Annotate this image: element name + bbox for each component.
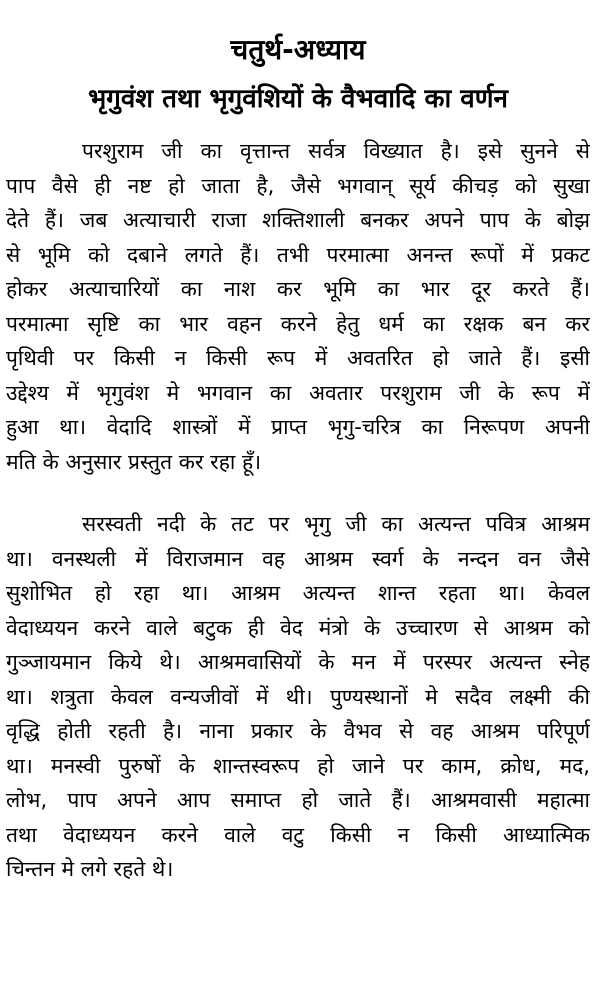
chapter-heading: चतुर्थ-अध्याय xyxy=(230,33,366,66)
text-line: चिन्तन मे लगे रहते थे। xyxy=(6,857,174,881)
text-line: लोभ, पाप अपने आप समाप्त हो जाते हैं। आश्रमवासी महात्मा xyxy=(6,788,590,812)
text-line: सुशोभित हो रहा था। आश्रम अत्यन्त शान्त रहता था। केवल xyxy=(6,581,590,605)
text-line: था। शत्रुता केवल वन्यजीवों में थी। पुण्यस्थानों मे सदैव लक्ष्मी की xyxy=(6,684,590,709)
text-line: था। मनस्वी पुरुषों के शान्तस्वरूप हो जाने पर काम, क्रोध, मद, xyxy=(6,753,590,778)
paragraph xyxy=(6,507,590,887)
text-line: वेदाध्ययन करने वाले बटुक ही वेद मंत्रो के उच्चारण से आश्रम को xyxy=(6,615,590,640)
text-line: मति के अनुसार प्रस्तुत कर रहा हूँ। xyxy=(6,449,262,474)
text-line: गुञ्जायमान किये थे। आश्रमवासियों के मन में परस्पर अत्यन्त स्नेह xyxy=(6,650,590,674)
text-line: हुआ था। वेदादि शास्त्रों में प्राप्त भृगु-चरित्र का निरूपण अपनी xyxy=(6,415,590,439)
text-line: होकर अत्याचारियों का नाश कर भूमि का भार दूर करते हैं। xyxy=(6,277,590,301)
text-line: तथा वेदाध्ययन करने वाले वटु किसी न किसी आध्यात्मिक xyxy=(6,822,590,847)
chapter-title: भृगुवंश तथा भृगुवंशियों के वैभवादि का वर्णन xyxy=(88,84,508,114)
text-line: था। वनस्थली में विराजमान वह आश्रम स्वर्ग के नन्दन वन जैसे xyxy=(6,546,590,571)
text-line: पाप वैसे ही नष्ट हो जाता है, जैसे भगवान् सूर्य कीचड़ को सुखा xyxy=(6,173,590,198)
text-line: से भूमि को दबाने लगते हैं। तभी परमात्मा अनन्त रूपों में प्रकट xyxy=(6,242,590,267)
text-line: पृथिवी पर किसी न किसी रूप में अवतरित हो जाते हैं। इसी xyxy=(6,346,590,370)
text-line: वृद्धि होती रहती है। नाना प्रकार के वैभव से वह आश्रम परिपूर्ण xyxy=(6,719,590,743)
text-line: देते हैं। जब अत्याचारी राजा शक्तिशाली बनकर अपने पाप के बोझ xyxy=(6,208,590,232)
text-line: सरस्वती नदी के तट पर भृगु जी का अत्यन्त पवित्र आश्रम xyxy=(82,512,590,536)
text-line: परमात्मा सृष्टि का भार वहन करने हेतु धर्म का रक्षक बन कर xyxy=(6,311,590,336)
text-line: परशुराम जी का वृत्तान्त सर्वत्र विख्यात है। इसे सुनने से xyxy=(82,139,590,163)
text-line: उद्देश्य में भृगुवंश मे भगवान का अवतार परशुराम जी के रूप में xyxy=(6,380,590,405)
paragraph xyxy=(6,134,590,479)
